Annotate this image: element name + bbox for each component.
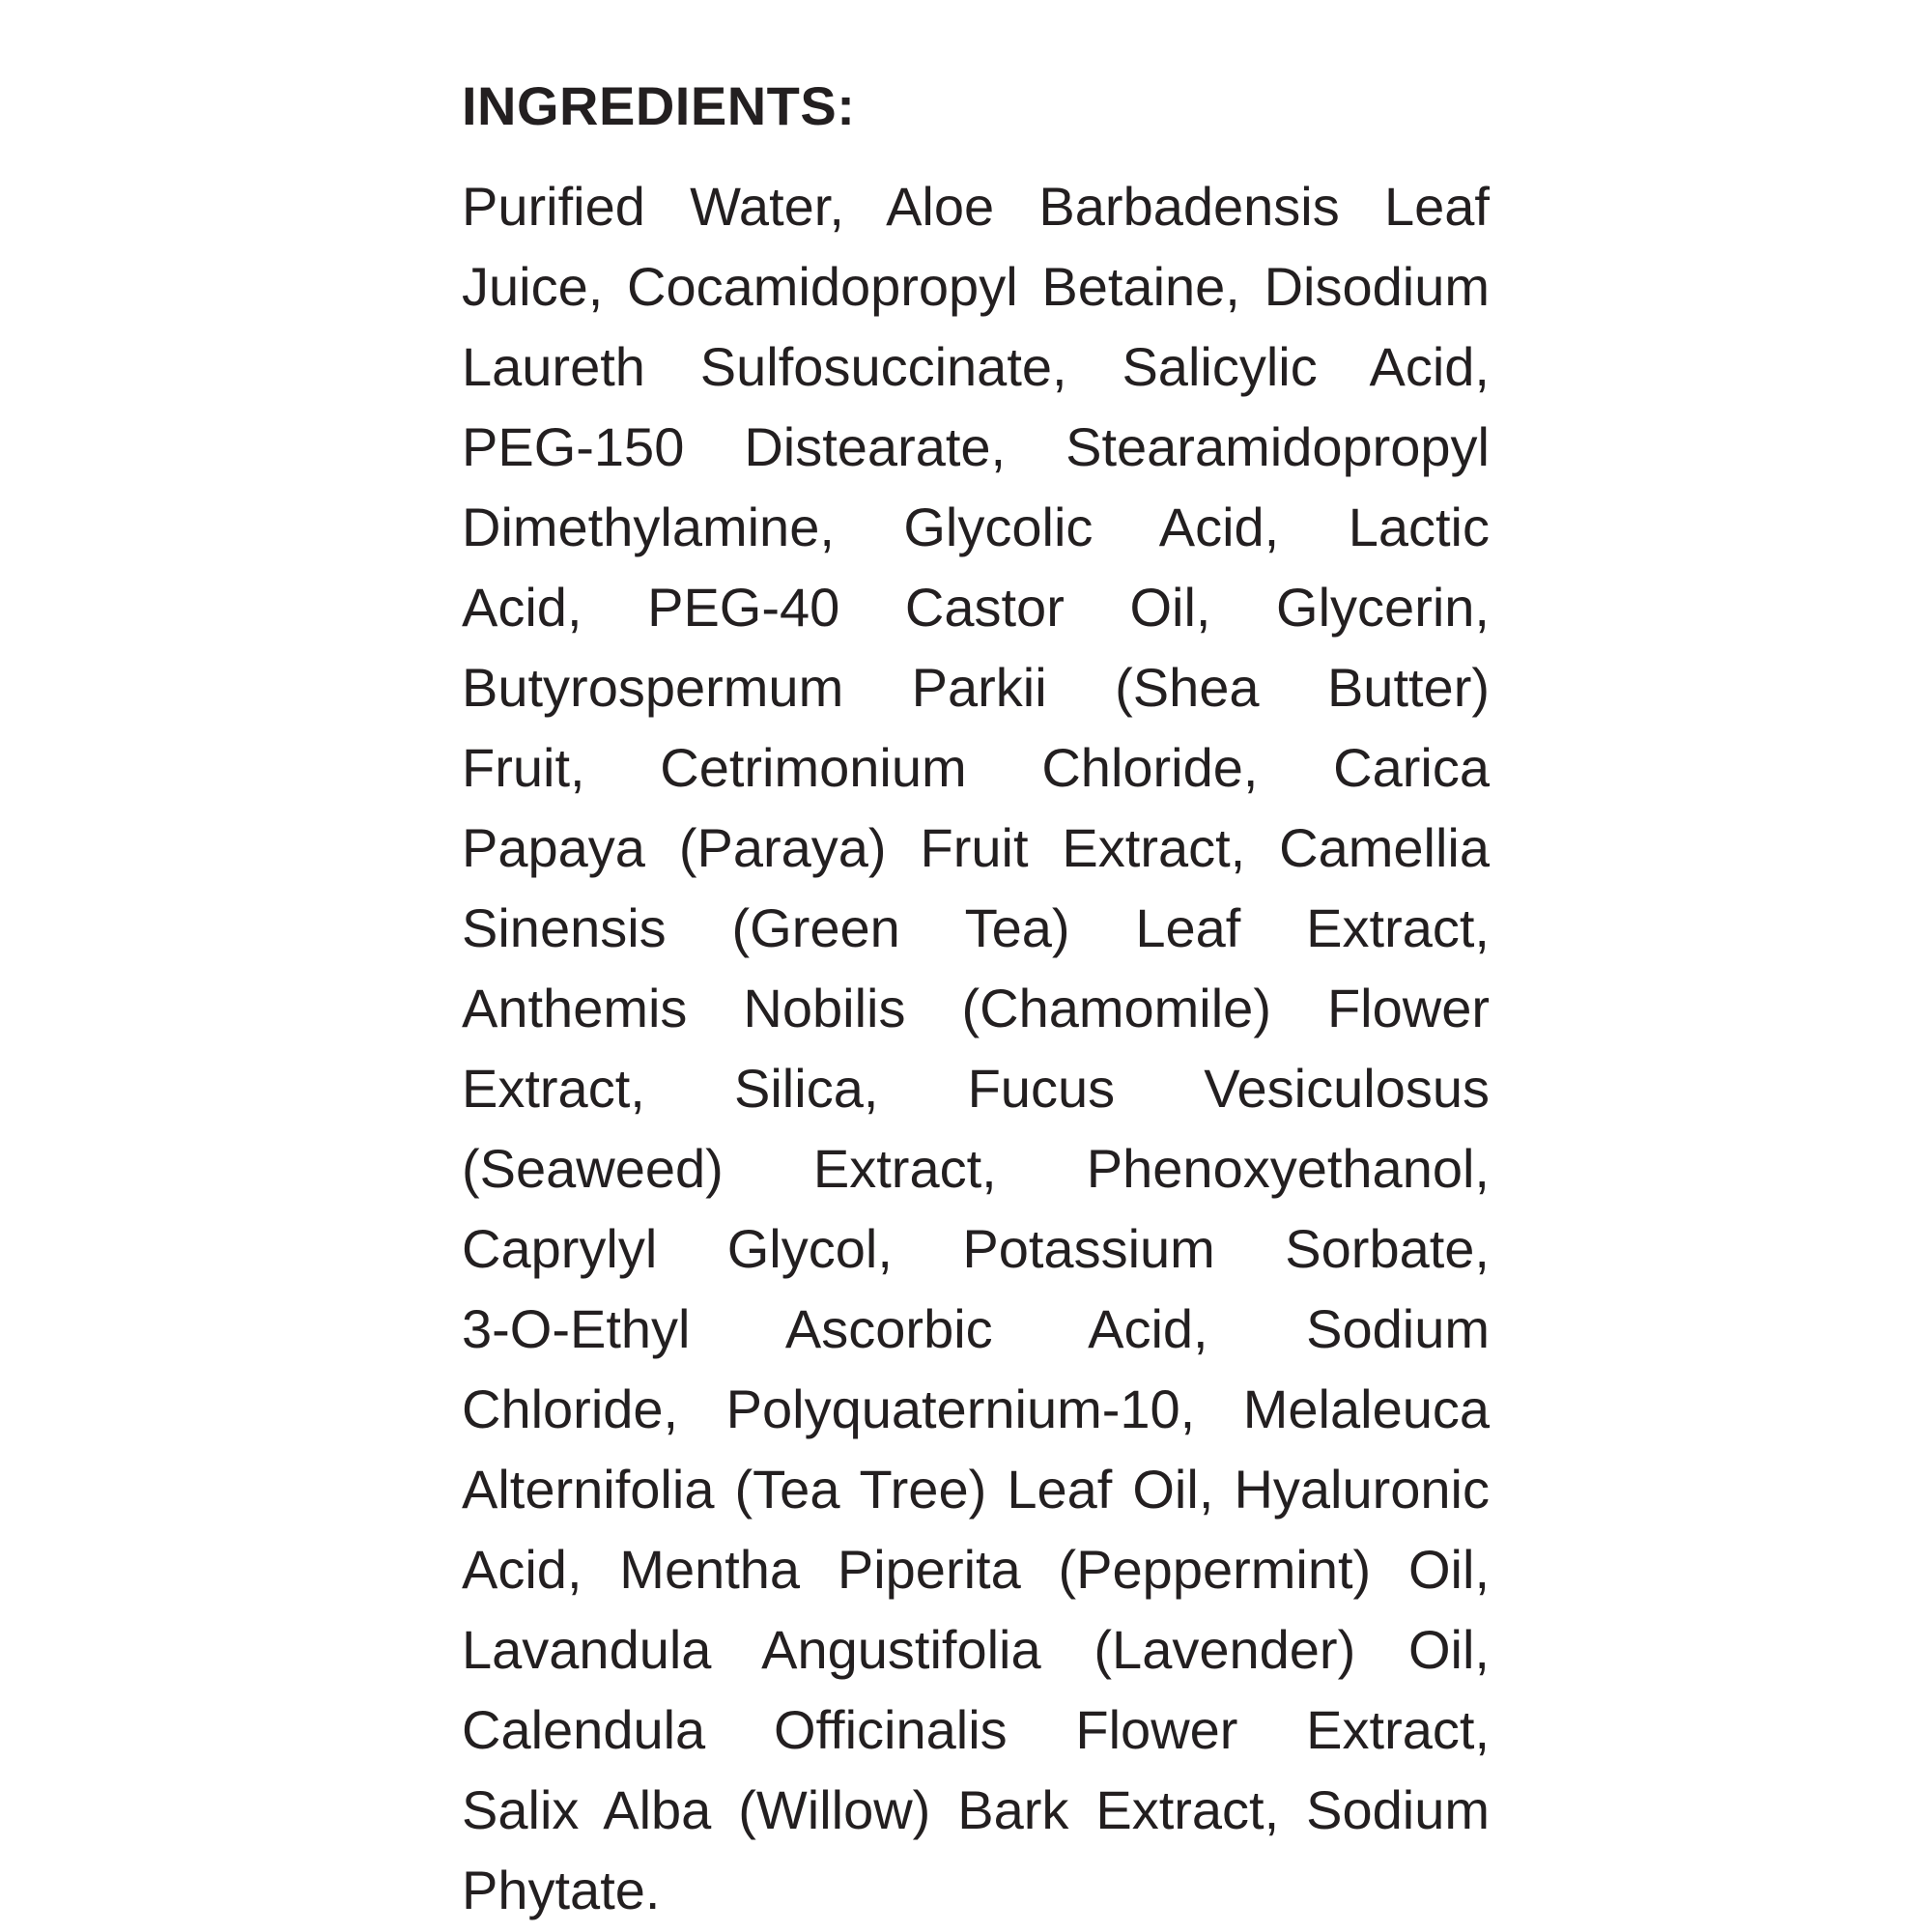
ingredients-line: Dimethylamine, Glycolic Acid, Lactic: [462, 497, 1490, 557]
ingredients-line: Purified Water, Aloe Barbadensis Leaf: [462, 176, 1490, 237]
ingredients-line: PEG-150 Distearate, Stearamidopropyl: [462, 416, 1490, 477]
ingredients-line: Acid, Mentha Piperita (Peppermint) Oil,: [462, 1539, 1490, 1600]
ingredients-line: Juice, Cocamidopropyl Betaine, Disodium: [462, 256, 1490, 317]
ingredients-line: Chloride, Polyquaternium-10, Melaleuca: [462, 1378, 1490, 1439]
ingredients-line: Anthemis Nobilis (Chamomile) Flower: [462, 978, 1490, 1038]
ingredients-line: Papaya (Paraya) Fruit Extract, Camellia: [462, 817, 1490, 878]
ingredients-line: Caprylyl Glycol, Potassium Sorbate,: [462, 1218, 1490, 1279]
ingredients-line: Butyrospermum Parkii (Shea Butter): [462, 657, 1490, 718]
ingredients-line: Lavandula Angustifolia (Lavender) Oil,: [462, 1619, 1490, 1680]
ingredients-line: Laureth Sulfosuccinate, Salicylic Acid,: [462, 336, 1490, 397]
ingredients-line: Extract, Silica, Fucus Vesiculosus: [462, 1058, 1490, 1119]
ingredients-line: Phytate.: [462, 1860, 661, 1920]
ingredients-line: Sinensis (Green Tea) Leaf Extract,: [462, 897, 1490, 958]
ingredients-line: Fruit, Cetrimonium Chloride, Carica: [462, 737, 1490, 798]
ingredients-panel: [462, 68, 1490, 1930]
ingredients-line: Calendula Officinalis Flower Extract,: [462, 1699, 1490, 1760]
ingredients-line: Acid, PEG-40 Castor Oil, Glycerin,: [462, 577, 1490, 638]
ingredients-line: 3-O-Ethyl Ascorbic Acid, Sodium: [462, 1298, 1490, 1359]
ingredients-line: Salix Alba (Willow) Bark Extract, Sodium: [462, 1779, 1490, 1840]
ingredients-line: (Seaweed) Extract, Phenoxyethanol,: [462, 1138, 1490, 1199]
ingredients-line: Alternifolia (Tea Tree) Leaf Oil, Hyaluronic: [462, 1459, 1490, 1520]
ingredients-list: [462, 166, 1490, 1930]
ingredients-heading: INGREDIENTS:: [462, 75, 856, 136]
